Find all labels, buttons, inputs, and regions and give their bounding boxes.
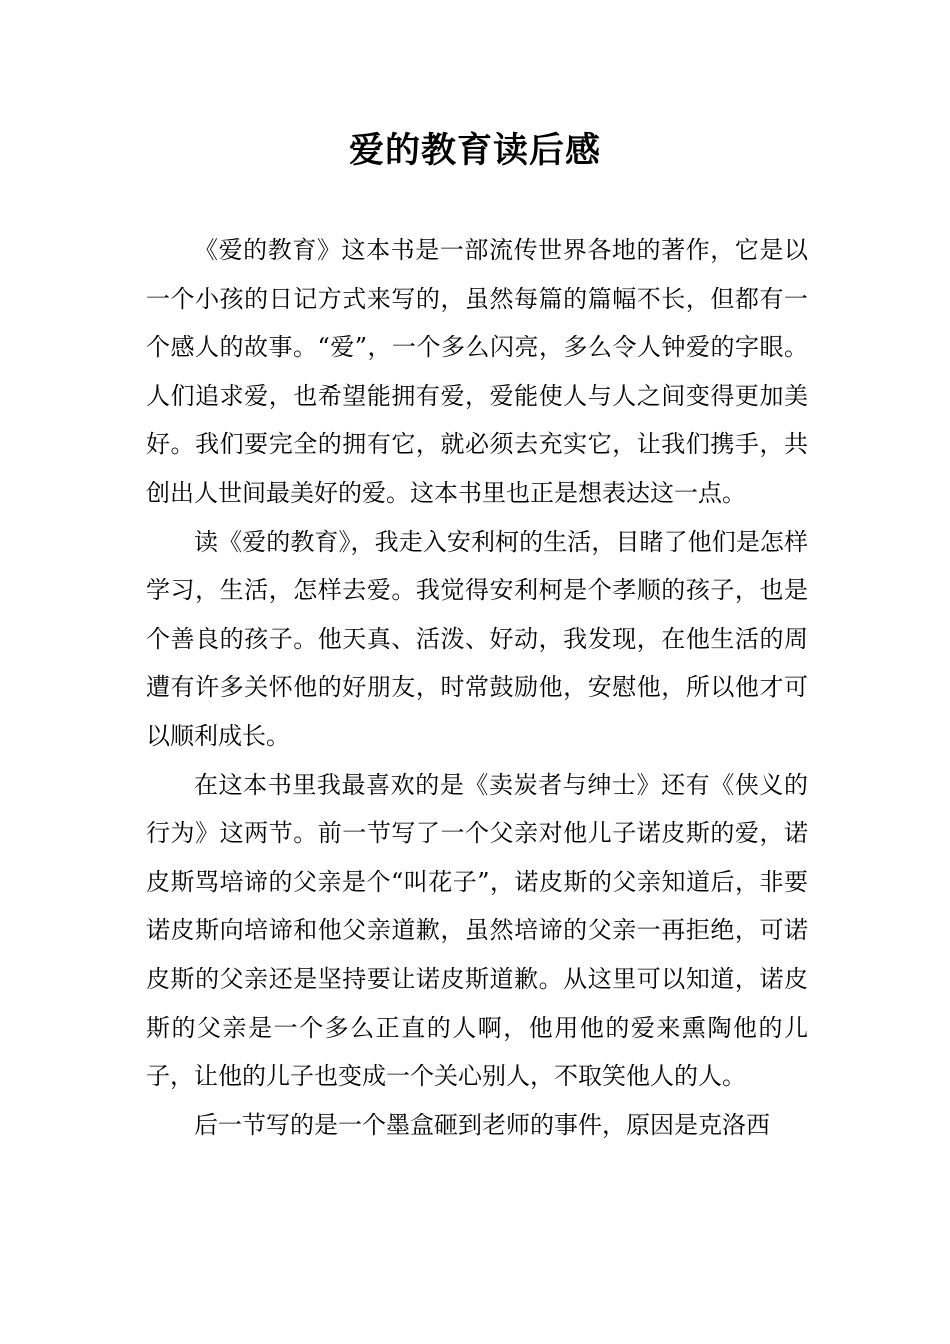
paragraph-1: 《爱的教育》这本书是一部流传世界各地的著作，它是以一个小孩的日记方式来写的，虽然每篇的篇幅不长，但都有一个感人的故事。“爱”，一个多么闪亮，多么令人钟爱的字眼。人们追求爱，也希望能拥有爱，爱能使人与人之间变得更加美好。我们要完全的拥有它，就必须去充实它，让我们携手，共创出人世间最美好的爱。这本书里也正是想表达这一点。	[146, 236, 808, 507]
document-body	[146, 226, 808, 1149]
paragraph-4: 后一节写的是一个墨盒砸到老师的事件，原因是克洛西	[194, 1110, 770, 1139]
paragraph-3: 在这本书里我最喜欢的是《卖炭者与绅士》还有《侠义的行为》这两节。前一节写了一个父亲对他儿子诺皮斯的爱，诺皮斯骂培谛的父亲是个“叫花子”，诺皮斯的父亲知道后，非要诺皮斯向培谛和他父亲道歉，虽然培谛的父亲一再拒绝，可诺皮斯的父亲还是坚持要让诺皮斯道歉。从这里可以知道，诺皮斯的父亲是一个多么正直的人啊，他用他的爱来熏陶他的儿子，让他的儿子也变成一个关心别人，不取笑他人的人。	[146, 770, 808, 1091]
paragraph-2: 读《爱的教育》，我走入安利柯的生活，目睹了他们是怎样学习，生活，怎样去爱。我觉得安利柯是个孝顺的孩子，也是个善良的孩子。他天真、活泼、好动，我发现，在他生活的周遭有许多关怀他的好朋友，时常鼓励他，安慰他，所以他才可以顺利成长。	[146, 527, 808, 750]
document-title: 爱的教育读后感	[348, 130, 601, 171]
